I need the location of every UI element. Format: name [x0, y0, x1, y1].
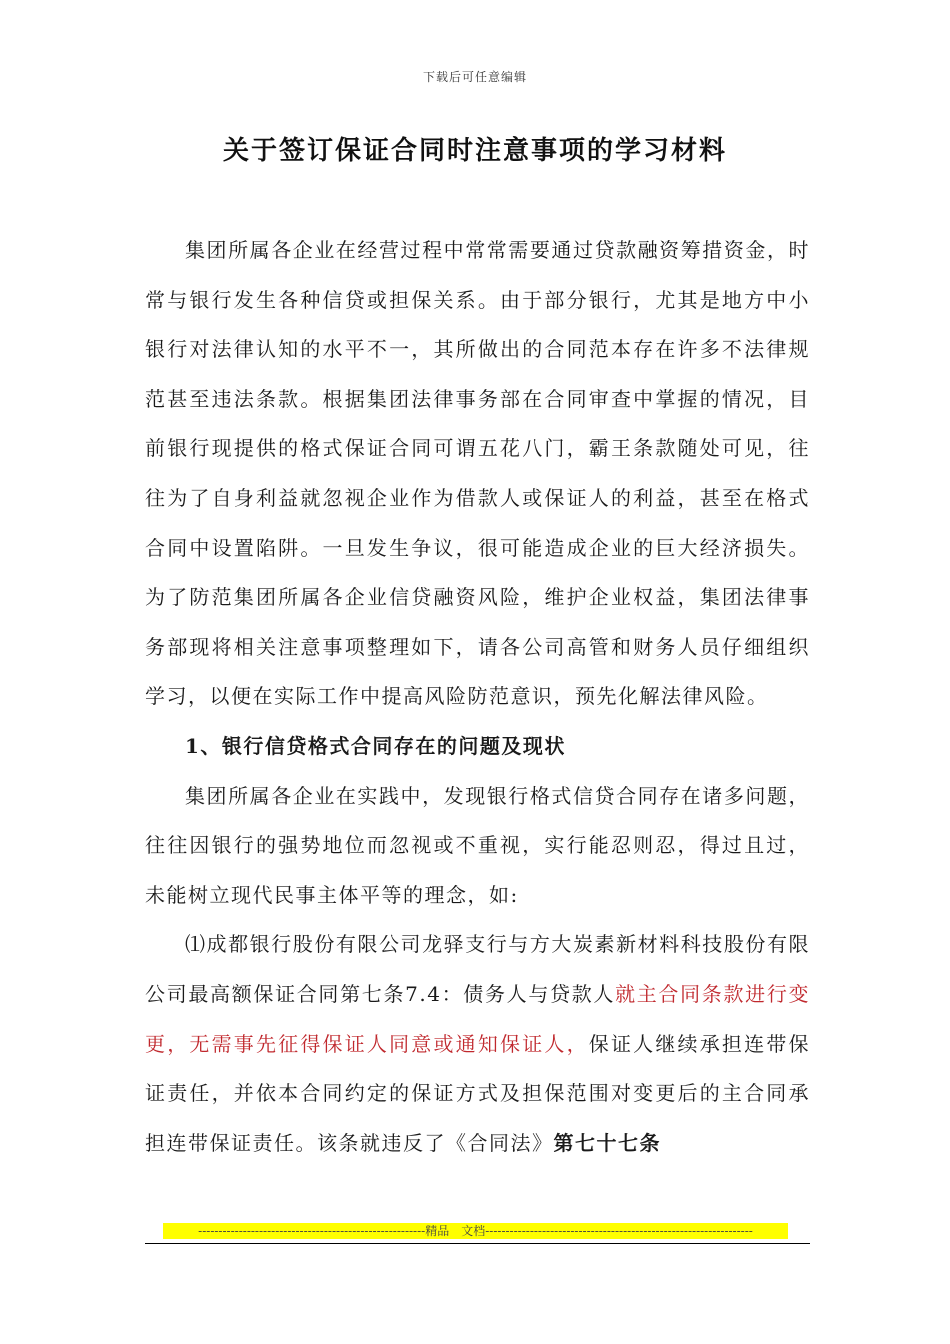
- article-reference: 第七十七条: [553, 1130, 661, 1155]
- document-body: [145, 226, 810, 1168]
- section-1-paragraph-1: 集团所属各企业在实践中，发现银行格式信贷合同存在诸多问题，往往因银行的强势地位而忽视或不重视，实行能忍则忍，得过且过，未能树立现代民事主体平等的理念，如:: [145, 783, 810, 907]
- document-title: 关于签订保证合同时注意事项的学习材料: [222, 136, 727, 166]
- section-1-heading: 1、银行信贷格式合同存在的问题及现状: [185, 733, 566, 758]
- section-1-paragraph-2: [145, 920, 810, 1168]
- footer-divider: [145, 1243, 810, 1244]
- contract-clause-text: ⑴成都银行股份有限公司龙驿支行与方大炭素新材料科技股份有限公司最高额保证合同第七条7.4：债务人与贷款人: [145, 932, 810, 1006]
- header-note: 下载后可任意编辑: [422, 70, 527, 84]
- highlighted-clause-text: 就主合同条款进行变更，无需事先征得保证人同意或通知保证人，: [145, 981, 811, 1056]
- contract-clause-continuation: 保证人继续承担连带保证责任，并依本合同约定的保证方式及担保范围对变更后的主合同承担连带保证责任。该条就违反了《合同法》: [145, 1031, 811, 1155]
- intro-paragraph: 集团所属各企业在经营过程中常常需要通过贷款融资筹措资金，时常与银行发生各种信贷或担保关系。由于部分银行，尤其是地方中小银行对法律认知的水平不一，其所做出的合同范本存在许多不法律规范甚至违法条款。根据集团法律事务部在合同审查中掌握的情况，目前银行现提供的格式保证合同可谓五花八门，霸王条款随处可见，往往为了自身利益就忽视企业作为借款人或保证人的利益，甚至在格式合同中设置陷阱。一旦发生争议，很可能造成企业的巨大经济损失。为了防范集团所属各企业信贷融资风险，维护企业权益，集团法律事务部现将相关注意事项整理如下，请各公司高管和财务人员仔细组织学习，以便在实际工作中提高风险防范意识，预先化解法律风险。: [145, 238, 810, 709]
- footer-watermark-bar: --------------------------------------------------------精品 文档------------------------------------------------------------------: [163, 1223, 788, 1239]
